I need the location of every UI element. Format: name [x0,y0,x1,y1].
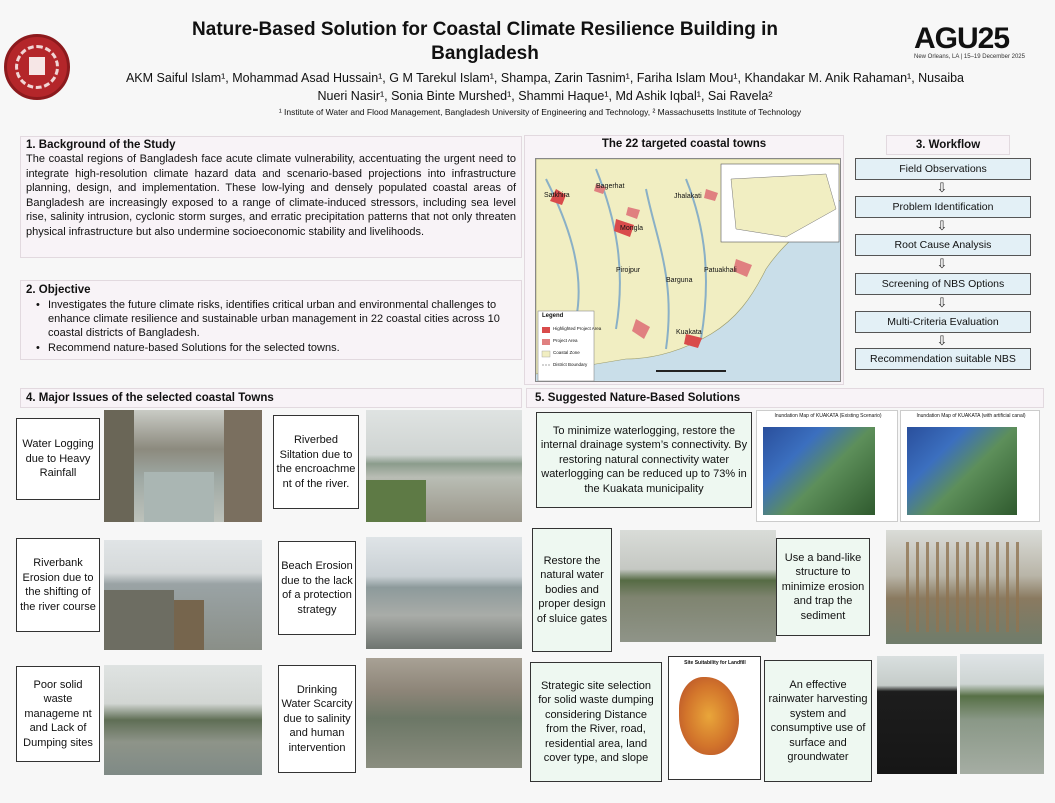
landfill-suitability-map [668,656,761,780]
agu-logo-text: AGU25 [914,22,1010,55]
inundation-map-caption: Inundation Map of KUAKATA (Existing Scenario) [774,413,882,419]
drinking-water-scarcity-photo [366,658,522,768]
poster-title: Nature-Based Solution for Coastal Climate Resilience Building in Bangladesh [192,19,778,64]
background-section [20,136,522,258]
affiliations: ¹ Institute of Water and Flood Management, Bangladesh University of Engineering and Technology, ² Massachusetts Institute of Technology [278,107,802,117]
map-label: Kuakata [676,329,702,336]
issue-box: Water Logging due to Heavy Rainfall [16,418,100,500]
map-label: Mongla [620,225,643,232]
issue-box: Beach Erosion due to the lack of a protection strategy [278,541,356,635]
map-label: Patuakhali [704,267,737,274]
workflow-heading: 3. Workflow [886,135,1010,155]
background-text: The coastal regions of Bangladesh face acute climate vulnerability, accentuating the urgent need to integrate high-resolution climate hazard data and scenario-based projections into infrastructure planning, design, and implementation. These low-lying and densely populated coastal areas of Bangladesh are increasingly exposed to a range of climate-induced stressors, including sea level rise, salinity intrusion, cyclonic storm surges, and erratic precipitation patterns that not only threaten physical infrastructure but also undermine socioeconomic stability and livelihoods. [26,153,516,238]
objective-list [26,298,516,355]
nbs-heading-bar [526,388,1044,408]
water-body-photo [620,530,776,642]
down-arrow-icon: ⇩ [936,333,948,348]
issue-box: Drinking Water Scarcity due to salinity and human intervention [278,665,356,773]
inundation-map-existing [756,410,898,522]
objective-item: • Recommend nature-based Solutions for the selected towns. [36,341,516,355]
objective-section [20,280,522,360]
workflow-step: Multi-Criteria Evaluation [855,311,1031,333]
workflow-step: Screening of NBS Options [855,273,1031,295]
solid-waste-photo [104,665,262,775]
nbs-box: To minimize waterlogging, restore the internal drainage system’s connectivity. By restoring natural connectivity water waterlogging can be reduced up to 73% in the Kuakata municipality [536,412,752,508]
legend-item: Coastal Zone [553,350,580,355]
water-tank-photo [877,656,957,774]
map-label: Bagerhat [596,183,625,190]
map-label: Pirojpur [616,267,641,274]
issue-box: Poor solid waste manageme nt and Lack of Dumping sites [16,666,100,762]
down-arrow-icon: ⇩ [936,218,948,233]
objective-heading: 2. Objective [26,284,91,296]
riverbed-siltation-photo [366,410,522,522]
nbs-box: Strategic site selection for solid waste dumping considering Distance from the River, road, residential area, land cover type, and slope [530,662,662,782]
issues-heading: 4. Major Issues of the selected coastal Towns [26,392,274,404]
map-panel [524,135,844,385]
agu-logo [914,22,1034,62]
map-label: Satkhira [544,192,570,199]
down-arrow-icon: ⇩ [936,295,948,310]
nbs-box: An effective rainwater harvesting system and consumptive use of surface and groundwater [764,660,872,782]
nbs-box: Restore the natural water bodies and proper design of sluice gates [532,528,612,652]
inundation-map-canal [900,410,1040,522]
issue-box: Riverbank Erosion due to the shifting of the river course [16,538,100,632]
down-arrow-icon: ⇩ [936,256,948,271]
map-label: Barguna [666,277,693,284]
nbs-heading: 5. Suggested Nature-Based Solutions [535,392,741,404]
issues-heading-bar [20,388,522,408]
riverbank-erosion-photo [104,540,262,650]
inundation-map-caption: Inundation Map of KUAKATA (with artificial canal) [916,413,1026,419]
author-line-2: Nueri Nasir¹, Sonia Binte Murshed¹, Shammi Haque¹, Md Ashik Iqbal¹, Sai Ravela² [317,89,773,103]
waterlogged-street-photo [104,410,262,522]
agu-logo-subtitle: New Orleans, LA | 15–19 December 2025 [914,54,1025,60]
legend-item: Highlighted Project Area [553,326,602,331]
workflow-step: Field Observations [855,158,1031,180]
objective-item: • Investigates the future climate risks, identifies critical urban and environmental challenges to enhance climate resilience and sustainable urban management in 22 coastal cities across 10 coastal districts of Bangladesh. [36,298,516,340]
author-line-1: AKM Saiful Islam¹, Mohammad Asad Hussain¹, G M Tarekul Islam¹, Shampa, Zarin Tasnim¹, Fariha Islam Mou¹, Khandakar M. Anik Rahaman¹, Nusaiba [125,71,965,85]
coastal-towns-map [535,158,841,382]
map-legend-title: Legend [542,313,564,319]
issue-box: Riverbed Siltation due to the encroachme nt of the river. [273,415,359,509]
workflow-step: Problem Identification [855,196,1031,218]
map-title: The 22 targeted coastal towns [601,138,767,150]
map-label: Jhalakati [674,193,702,200]
bandal-structure-photo [886,530,1042,644]
logo-core [29,57,45,75]
pond-photo [960,654,1044,774]
down-arrow-icon: ⇩ [936,180,948,195]
legend-item: District Boundary [553,362,588,367]
background-heading: 1. Background of the Study [26,139,176,151]
site-map-title: Site Suitability for Landfill [684,660,746,666]
beach-erosion-photo [366,537,522,649]
map-legend-box [538,311,594,381]
workflow-step: Root Cause Analysis [855,234,1031,256]
author-list [80,69,1010,105]
workflow-step: Recommendation suitable NBS [855,348,1031,370]
buet-logo [4,34,70,100]
legend-item: Project Area [553,338,578,343]
nbs-box: Use a band-like structure to minimize erosion and trap the sediment [776,538,870,636]
